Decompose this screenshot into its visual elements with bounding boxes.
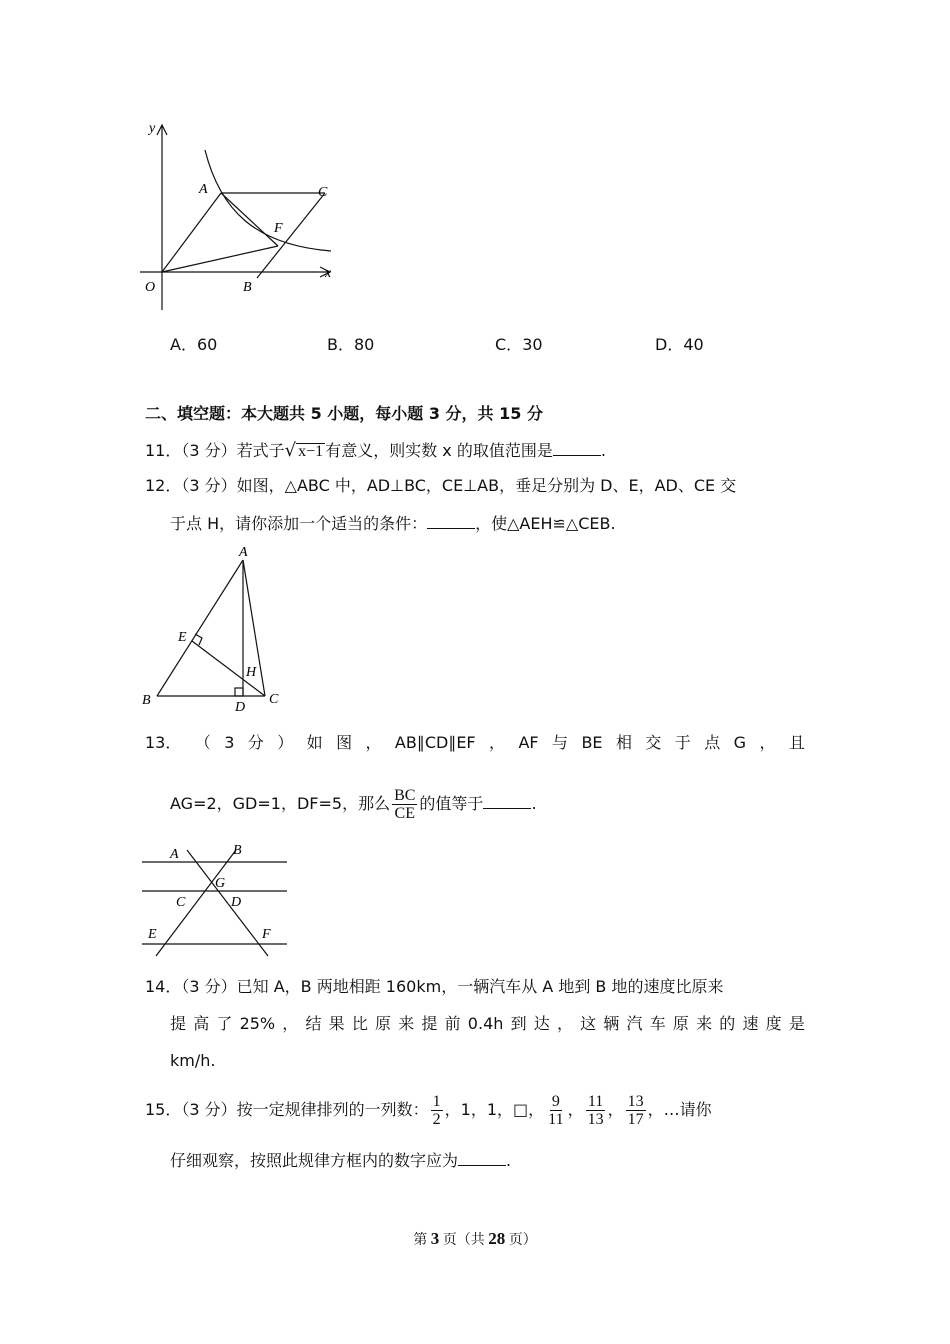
label-G: G [215, 876, 226, 891]
question-15-line1: 15．（3 分）按一定规律排列的一列数： $\frac{1}{2}$ ，1，1，□， $\frac{9}{11}$ ， $\frac{11}{13}$ ， $\frac{13}{17}$ ，…请你 [145, 1093, 712, 1128]
fraction-13-17: $\frac{13}{17}$ [627, 1093, 644, 1128]
label-C: C [269, 692, 279, 707]
radicand: x−1 [298, 443, 324, 460]
option-d: D．40 [655, 335, 704, 354]
question-13-line1: 13． （ 3 分 ） 如 图 ， AB∥CD∥EF ， AF 与 BE 相 交 于 点 G ， 且 [145, 733, 805, 752]
segment-AF [187, 850, 268, 956]
label-B: B [142, 693, 151, 708]
label-B: B [233, 843, 242, 858]
question-12-line1: 12．（3 分）如图，△ABC 中，AD⊥BC，CE⊥AB，垂足分别为 D、E，AD、CE 交 [145, 476, 737, 495]
segment-AF [221, 193, 278, 246]
option-a: A．60 [170, 335, 218, 354]
label-C: C [176, 895, 186, 910]
answer-blank [553, 440, 601, 456]
answer-blank [427, 513, 475, 529]
label-A: A [170, 847, 179, 862]
label-D: D [231, 895, 242, 910]
question-14-line2: 提 高 了 25% ， 结 果 比 原 来 提 前 0.4h 到 达 ， 这 辆 汽 车 原 来 的 速 度 是 [170, 1014, 805, 1033]
question-15-line2: 仔细观察，按照此规律方框内的数字应为 . [170, 1151, 512, 1170]
label-A: A [239, 545, 248, 560]
question-12-line2: 于点 H，请你添加一个适当的条件： ，使△AEH≌△CEB. [170, 514, 616, 533]
segment-BE [156, 850, 236, 956]
section-header: 二、填空题：本大题共 5 小题，每小题 3 分，共 15 分 [145, 404, 543, 423]
hyperbola-curve [205, 150, 331, 251]
label-D: D [235, 700, 246, 713]
question-13-line2: AG=2，GD=1，DF=5，那么 $\frac{BC}{CE}$ 的值等于 . [170, 787, 537, 822]
label-C: C [318, 185, 328, 200]
q12-figure [135, 543, 290, 713]
label-A: A [199, 182, 208, 197]
segment-OF [162, 246, 278, 272]
radical-sign: √ [284, 440, 297, 461]
label-x: x [325, 266, 332, 281]
label-B: B [243, 280, 252, 295]
fraction-9-11: $\frac{9}{11}$ [548, 1093, 564, 1128]
answer-blank [458, 1150, 506, 1166]
q10-figure [135, 115, 345, 315]
option-b: B．80 [327, 335, 375, 354]
label-E: E [178, 630, 187, 645]
label-F: F [274, 221, 283, 236]
label-H: H [246, 665, 257, 680]
label-y: y [149, 121, 156, 136]
label-E: E [148, 927, 157, 942]
segment-AB [157, 560, 243, 696]
option-c: C．30 [495, 335, 543, 354]
label-F: F [262, 927, 271, 942]
q13-figure [140, 838, 290, 960]
answer-blank [483, 793, 531, 809]
question-14-line3: km/h. [170, 1051, 216, 1070]
page-footer: 第 3 页（共 28 页） [413, 1229, 537, 1248]
question-14-line1: 14．（3 分）已知 A，B 两地相距 160km，一辆汽车从 A 地到 B 地的速度比原来 [145, 977, 724, 996]
question-11: 11．（3 分）若式子√ x−1 有意义，则实数 x 的取值范围是 . [145, 440, 606, 461]
right-angle-mark-D [235, 688, 243, 696]
fraction-bc-ce: $\frac{BC}{CE}$ [394, 787, 416, 822]
fraction-11-13: $\frac{11}{13}$ [587, 1093, 604, 1128]
fraction-1-2: $\frac{1}{2}$ [432, 1093, 441, 1128]
label-O: O [145, 280, 156, 295]
